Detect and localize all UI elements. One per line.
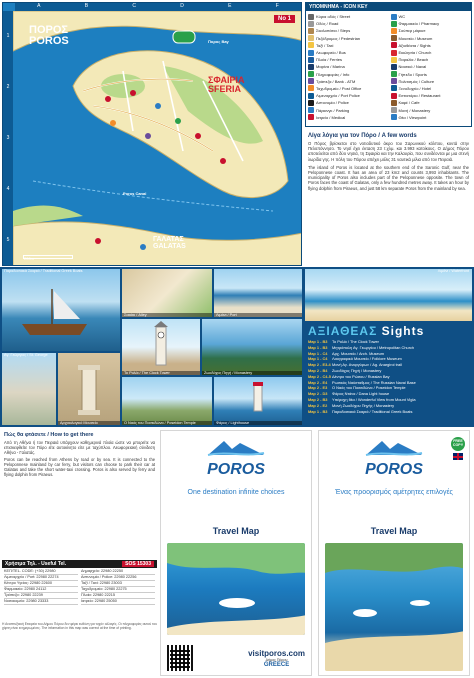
map-col: F [275,3,279,9]
greece-logo: GREECE [263,661,290,668]
photo-caption: Σοκάκι / Alley [122,313,212,317]
phone-entry: Ταξί / Taxi: 22980 23003 [81,581,155,587]
column-illustration [58,353,120,425]
legend-label: Πάρκινγκ / Parking [316,107,350,113]
legend-label: Ιατρείο / Medical [316,114,346,120]
sights-title [308,324,469,338]
legend-label: Πολιτισμός / Culture [398,78,435,84]
about-heading: Λίγα λόγια για τον Πόρο / A few words [308,133,417,139]
sight-map-ref: Map 2 - D3 [308,391,328,397]
legend-item [391,106,470,113]
sight-map-ref: Map 2 - E2 [308,402,328,408]
legend-label: Μονή / Monastery [398,107,431,113]
lighthouse-illustration [214,377,302,425]
poros-logo [319,437,469,479]
scale-bar: 200m [23,255,73,259]
sights-title-en: Sights [381,324,425,338]
about-text-greek: Ο Πόρος βρίσκεται στο νοτιοδυτικό άκρο του Σαρωνικού κόλπου, κοντά στην Πελοπόννησο. Το νησί έχει έκταση 23 τ.χλμ. και 3.993 κατοίκους. Ο Δήμος Πόρου αποτελείται από δύο νησιά, τη Σφαιρία και την Καλαυρία, που συνδέονται με μια στενή λωρίδα γης. Η πόλη του Πόρου απέχει μόλις 31 ναυτικά μίλια από τον Πειραιά. [308,141,469,162]
legend-item [308,13,387,20]
sight-name: Υπέροχη θέα / Wonderful View from Mount Vigla [332,396,416,402]
about-text-english: The island of Poros is located at the southern end of the Saronic Gulf, near the Peloponnese coast. It has an area of 23 km2 and counts 3,993 inhabitants. The municipality of Poros also includes part of the Peloponnese opposite. The town of Poros faces the coast of Galatas, only a few hundred metres away. It takes an hour by flying dolphin from Piraeus, and just 58 km separate Poros from the mainland by sea. [308,164,469,191]
photo-poseidon-temple [122,377,212,425]
legend-symbol-icon [308,42,314,48]
legend-symbol-icon [391,21,397,27]
map-land-shapes [13,11,302,266]
sight-name: Λαογραφικό Μουσείο / Folklore Museum [332,356,402,362]
galatas-label-en: GALATAS [153,243,186,250]
legend-symbol-icon [391,107,397,113]
legend-item [391,13,470,20]
sferia-label-gr: ΣΦΑΙΡΙΑ [208,75,245,85]
legend-symbol-icon [308,21,314,27]
legend-label: Εκκλησία / Church [398,50,432,56]
legend-label: Αστυνομία / Police [316,100,349,106]
map-col: A [37,3,41,9]
cover-photo-illustration [325,543,463,671]
legend-item [391,56,470,63]
photo-waterfront [305,269,472,321]
photo-st-george [2,353,56,425]
municipality-name: Δήμος Πόρου [265,657,288,662]
disclaimer-footnote: Η Αναπτυξιακή Εταιρεία του Δήμου Πόρου δεν φέρει ευθύνη για τυχόν αλλαγές. Οι πληροφορίες αυτού του χάρτη είναι ενημερωμένες. The information in this map was correct at the time of printing. [2,622,157,631]
phones-title: Χρήσιμα Τηλ. - Useful Tel. [5,561,67,567]
legend-item [391,71,470,78]
legend-symbol-icon [308,100,314,106]
boat-illustration [2,269,120,351]
photo-caption: Αρχαιολογικό Μουσείο [58,421,120,425]
phone-entry: Τράπεζα: 22980 22239 [4,593,78,599]
legend-label: Πλοία / Ferries [316,57,343,63]
legend-symbol-icon [391,93,397,99]
legend-label: Μουσείο / Museum [398,35,433,41]
legend-symbol-icon [391,42,397,48]
legend-item [391,78,470,85]
cover-slogan: One destination infinite choices [187,489,285,496]
legend-symbol-icon [308,71,314,77]
phone-entry: ΚΕΠ/TEL. CODE: (+30) 22980 [4,569,78,575]
legend-item [308,114,387,121]
legend-item [308,92,387,99]
legend-symbol-icon [308,93,314,99]
legend-item [391,92,470,99]
phones-header [2,560,157,568]
bay-label: Πορος Bay [208,39,229,44]
legend-label: Σκαλοπάτια / Steps [316,28,351,34]
legend-label: Λεωφορείο / Bus [316,50,346,56]
map-col: D [180,3,184,9]
photo-monastery [202,319,302,375]
legend-label: Αξιοθέατα / Sights [398,42,431,48]
legend-item [391,27,470,34]
sights-rows [308,339,469,414]
map-row: 5 [6,236,10,243]
map-row: 2 [6,84,10,91]
photo-greek-boats [2,269,120,351]
sight-map-ref: Map 2 - E4 [308,379,328,385]
cover-english [160,430,312,676]
phone-entry: Ταχυδρομείο: 22980 22275 [81,587,155,593]
cover-bottom [167,643,305,673]
clock-tower-illustration [122,319,200,375]
legend-symbol-icon [391,100,397,106]
legend-item [391,114,470,121]
legend-symbol-icon [308,64,314,70]
useful-phones [2,560,157,620]
legend-item [308,71,387,78]
map-col: C [132,3,136,9]
legend-symbol-icon [308,114,314,120]
legend-symbol-icon [308,50,314,56]
photo-caption: Αγ. Γεώργιος / St. George [4,353,48,357]
poros-logo-mark [364,437,424,459]
sight-map-ref: Map 1 - B3 [308,408,328,414]
photo-caption: Ζωοδόχος Πηγή / Monastery [202,371,302,375]
sight-item[interactable] [308,409,469,415]
legend-item [391,85,470,92]
legend-symbol-icon [391,14,397,20]
poros-label-en: POROS [29,35,69,47]
legend-item [308,63,387,70]
legend-symbol-icon [308,107,314,113]
photo-caption: Το Ρολόι / The Clock Tower [122,371,200,375]
sferia-label [208,76,245,94]
legend-item [308,99,387,106]
legend-label: Παραλία / Beach [398,57,429,63]
sight-name: Αρχ. Μουσείο / Arch. Museum [332,350,385,356]
photo-caption: Φάρος / Lighthouse [214,421,302,425]
sights-title-gr: ΑΞΙΑΘΕΑΣ [308,324,378,338]
map-row: 3 [6,134,10,141]
how-to-get-there-section [2,430,157,558]
map-row: 1 [6,33,10,40]
phone-entry: Αστυνομία / Police: 22980 22256 [81,575,155,581]
phone-list [2,568,157,606]
legend-label: Μαρίνα / Marina [316,64,345,70]
phone-entry: Φαρμακείο: 22980 24112 [4,587,78,593]
cover-slogan: Ένας προορισμός αμέτρητες επιλογές [335,489,453,496]
free-copy-badge: FREE COPY [451,437,465,451]
photo-caption: Λιμάνι / Port [214,313,302,317]
photo-caption: Λιμάνι / Waterfront [437,269,469,273]
phone-entry: Δημαρχείο: 22980 22250 [81,569,155,575]
poros-town-map[interactable] [2,2,302,266]
map-row-coords [3,11,13,265]
legend-label: Ταξί / Taxi [316,42,334,48]
legend-label: Πεζόδρομος / Pedestrian [316,35,361,41]
map-number-badge: No 1 [274,15,295,23]
poros-logo [161,437,311,479]
legend-label: Κύρια οδός / Street [316,14,351,20]
sight-map-ref: Map 1 - C4 [308,356,328,362]
legend-symbol-icon [391,28,397,34]
getthere-text-english: Poros can be reached from Athens by road or by sea. It is connected to the Peloponnese mainland by car ferry, but visitors can choose to park their car at Galatas and take the short water-taxi crossing. Poros is also served by ferry and flying dolphin from Piraeus. [4,457,155,477]
cover-photo-sea [167,543,305,635]
legend-label: Καφέ / Cafe [398,100,420,106]
sight-map-ref: Map 1 - C4 [308,350,328,356]
legend-symbol-icon [308,14,314,20]
legend-symbol-icon [308,57,314,63]
legend-symbol-icon [308,85,314,91]
sight-name: Δέντρο του Ρώσου / Russian Bay [332,373,390,379]
sight-name: Ρωσικός Ναύσταθμος / The Russian Naval Base [332,379,416,385]
cover-photo-illustration [167,543,305,635]
sight-map-ref: Map 2 - C4-5 [308,373,331,379]
legend-item [391,63,470,70]
about-poros-section [305,130,472,264]
poros-label-gr: ΠΟΡΟΣ [29,24,68,36]
legend-label: Ναυτικό / Naval [398,64,427,70]
legend-label: Σούπερ μάρκετ [398,28,426,34]
canal-label: Poros Canal [123,191,147,196]
phone-entry: Κέντρο Υγείας: 22980 22600 [4,581,78,587]
legend-symbol-icon [391,35,397,41]
legend-header: ΥΠΟΜΝΗΜΑ - ICON KEY [306,3,471,11]
map-col: E [228,3,232,9]
cover-title: Travel Map [212,526,260,536]
phone-entry: Νοσοκομείο: 22980 23333 [4,599,78,605]
sight-name: Μονή Αγ. Αναργύρων / Ag. Anargiroi trail [332,362,402,368]
sight-name: Ο Ναός του Ποσειδώνα / Poseidon Temple [332,385,406,391]
getthere-text-greek: Από τη Αθήνα ή τον Πειραιά υπάρχουν καθημερινά πλοία ώστε να μπορείτε να επισκεφθείτε τον Πόρο είτε αυτοκίνητο είτε με ταχύπλοο. Λεωφορειακή σύνδεση Αθήνα - Γαλατάς. [4,440,155,455]
sight-name: Ζωοδόχος Πηγή / Monastery [332,367,382,373]
map-row: 4 [6,185,10,192]
photo-caption: Παραδοσιακά Σκαριά / Traditional Greek Boats [4,269,83,273]
legend-item [391,35,470,42]
legend-symbol-icon [308,35,314,41]
sights-list [305,322,472,426]
photo-alley [122,269,212,317]
sferia-label-en: SFERIA [208,84,242,94]
sos-number: SOS 15303 [122,561,154,567]
legend-item [308,20,387,27]
legend-item [391,42,470,49]
legend-item [308,85,387,92]
cover-greek [318,430,470,676]
sight-map-ref: Map 1 - B3 [308,344,328,350]
poros-logo-word: POROS [207,461,265,478]
poros-logo-word: POROS [365,461,423,478]
map-column-coords [15,3,301,11]
legend-item [391,99,470,106]
photo-caption: Ο Ναός του Ποσειδώνα / Poseidon Temple [122,421,212,425]
legend-label: Ξενοδοχείο / Hotel [398,85,432,91]
legend-symbol-icon [391,71,397,77]
sight-name: Παραδοσιακά Σκαριά / Traditional Greek Boats [332,408,413,414]
website-url[interactable]: visitporos.com [248,648,305,658]
phone-entry: Πλοία: 22980 22215 [81,593,155,599]
sight-map-ref: Map 2 - E3-4 [308,362,331,368]
legend-label: Γήπεδο / Sports [398,71,427,77]
legend-symbol-icon [391,50,397,56]
legend-item [308,78,387,85]
legend-symbol-icon [391,57,397,63]
legend-item [308,42,387,49]
legend-label: Λιμεναρχείο / Port Police [316,93,360,99]
legend-label: Ταχυδρομείο / Post Office [316,85,362,91]
legend-item [308,27,387,34]
getthere-heading: Πώς θα φτάσετε / How to get there [4,432,94,438]
galatas-label [153,236,186,250]
legend-item [308,106,387,113]
legend-symbol-icon [391,64,397,70]
legend-item [391,20,470,27]
sight-map-ref: Map 2 - B3 [308,396,328,402]
qr-code[interactable] [167,645,193,671]
sight-map-ref: Map 1 - B3 [308,339,328,344]
poros-town-label [29,25,69,47]
photo-lighthouse [214,377,302,425]
galatas-label-gr: ΓΑΛΑΤΑΣ [153,236,184,243]
legend-item [391,49,470,56]
legend-symbol-icon [391,78,397,84]
photo-museum [58,353,120,425]
legend-symbol-icon [391,85,397,91]
sight-name: Φάρος Ντάνα / Dana Light house [332,391,390,397]
sight-name: Το Ρολόι / The Clock Tower [332,339,379,344]
legend-label: Εστιατόριο / Restaurant [398,93,441,99]
cover-title: Travel Map [370,526,418,536]
sight-map-ref: Map 2 - B4 [308,367,328,373]
legend-column-left [308,13,387,121]
legend-label: Οδός / Road [316,21,339,27]
legend-symbol-icon [308,28,314,34]
map-col: B [84,3,89,9]
poros-logo-mark [206,437,266,459]
legend-symbol-icon [391,114,397,120]
legend-label: Θέα / Viewpoint [398,114,427,120]
photo-port [214,269,302,317]
legend-label: Πληροφορίες / Info [316,71,350,77]
legend-symbol-icon [308,78,314,84]
legend-column-right [391,13,470,121]
sight-map-ref: Map 2 - E3 [308,385,328,391]
icon-key-legend [305,2,472,127]
legend-item [308,35,387,42]
phone-entry: Λιμεναρχείο / Port: 22980 22274 [4,575,78,581]
legend-item [308,56,387,63]
sight-name: Μητρόπολη Αγ. Γεωργίου / Metropolitan Church [332,344,415,350]
legend-label: Φαρμακείο / Pharmacy [398,21,440,27]
phone-entry: Ιατρείο: 22980 25050 [81,599,155,605]
sight-name: Μονή Ζωοδόχου Πηγής / Monastery [332,402,395,408]
legend-item [308,49,387,56]
legend-label: WC [398,14,406,20]
cover-photo-beach [325,543,463,671]
legend-label: Τράπεζα / Bank - ATM [316,78,356,84]
photo-clock-tower [122,319,200,375]
